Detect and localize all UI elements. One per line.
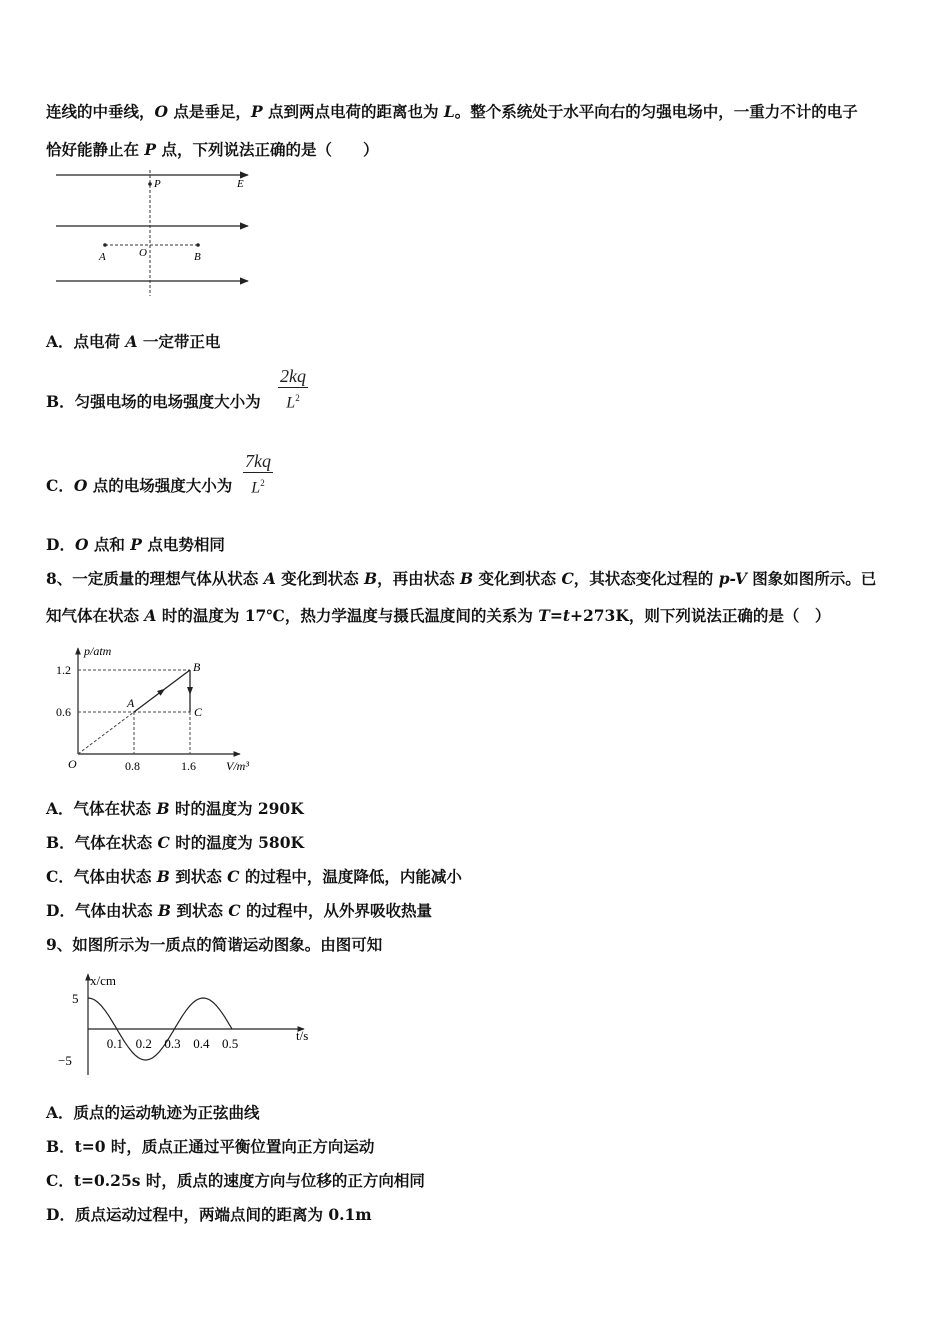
pv-x-tick-label: 1.6 <box>181 759 196 773</box>
shm-x-tick-label: 0.2 <box>135 1036 152 1051</box>
q8-pv-chart <box>48 642 268 777</box>
shm-x-tick-label: 0.4 <box>193 1036 210 1051</box>
shm-y-tick-label: −5 <box>58 1053 72 1068</box>
q9-option-d: D．质点运动过程中，两端点间的距离为 0.1m <box>46 1205 372 1224</box>
q8-option-a: A．气体在状态 B 时的温度为 290K <box>46 799 304 818</box>
charge-b <box>196 243 200 247</box>
shm-x-tick-label: 0.1 <box>106 1036 124 1051</box>
charge-a <box>103 243 107 247</box>
shm-x-tick-label: 0.3 <box>164 1036 181 1051</box>
pv-point-label-b: B <box>193 660 201 674</box>
shm-y-tick-label: 5 <box>72 991 79 1006</box>
q7-option-d: D．O 点和 P 点电势相同 <box>46 535 225 554</box>
label-p: P <box>154 178 161 190</box>
shm-x-label: t/s <box>296 1028 309 1043</box>
q9-option-b: B．t=0 时，质点正通过平衡位置向正方向运动 <box>46 1137 375 1156</box>
q8-stem-line2: 知气体在状态 A 时的温度为 17℃，热力学温度与摄氏温度间的关系为 T=t+273K，则下列说法正确的是（ ） <box>46 606 831 625</box>
q7-field-diagram <box>50 170 270 300</box>
q7-option-b-fraction: 2kq $L^2$ <box>280 366 306 412</box>
q7-option-c: C．O 点的电场强度大小为 <box>46 476 233 495</box>
pv-y-tick-label: 1.2 <box>56 663 71 677</box>
pv-y-label: p/atm <box>84 644 112 658</box>
q9-option-c: C．t=0.25s 时，质点的速度方向与位移的正方向相同 <box>46 1171 425 1190</box>
pv-x-label: V/m³ <box>226 759 249 773</box>
pv-y-tick-label: 0.6 <box>56 705 71 719</box>
shm-x-tick-label: 0.5 <box>222 1036 239 1051</box>
pv-arrow-b-to-c <box>187 687 193 695</box>
q8-stem-line1: 8、一定质量的理想气体从状态 A 变化到状态 B，再由状态 B 变化到状态 C，其状态变化过程的 p-V 图象如图所示。已 <box>46 569 877 588</box>
pv-origin-label: O <box>68 757 77 771</box>
label-a: A <box>99 251 106 263</box>
pv-x-tick-label: 0.8 <box>125 759 140 773</box>
pv-origin-to-a-dashed <box>78 712 134 754</box>
pv-point-label-c: C <box>194 705 203 719</box>
label-b: B <box>194 251 201 263</box>
point-p <box>148 182 152 186</box>
q7-option-a: A．点电荷 A 一定带正电 <box>46 332 221 351</box>
q8-option-c: C．气体由状态 B 到状态 C 的过程中，温度降低，内能减小 <box>46 867 462 886</box>
q7-option-b: B．匀强电场的电场强度大小为 <box>46 392 261 411</box>
q8-option-b: B．气体在状态 C 时的温度为 580K <box>46 833 304 852</box>
q7-stem-line1: 连线的中垂线，O 点是垂足，P 点到两点电荷的距离也为 L。整个系统处于水平向右的匀强电场中，一重力不计的电子 <box>46 102 858 121</box>
pv-point-label-a: A <box>127 696 135 710</box>
q7-stem-line2: 恰好能静止在 P 点，下列说法正确的是（ ） <box>46 140 379 159</box>
label-e: E <box>237 178 244 190</box>
label-o: O <box>139 247 147 259</box>
q7-option-c-fraction: 7kq $L^2$ <box>245 451 271 497</box>
shm-y-label: x/cm <box>90 973 116 988</box>
q9-stem: 9、如图所示为一质点的简谐运动图象。由图可知 <box>46 935 383 954</box>
q9-shm-chart <box>52 970 332 1080</box>
q8-option-d: D．气体由状态 B 到状态 C 的过程中，从外界吸收热量 <box>46 901 432 920</box>
q9-option-a: A．质点的运动轨迹为正弦曲线 <box>46 1103 260 1122</box>
